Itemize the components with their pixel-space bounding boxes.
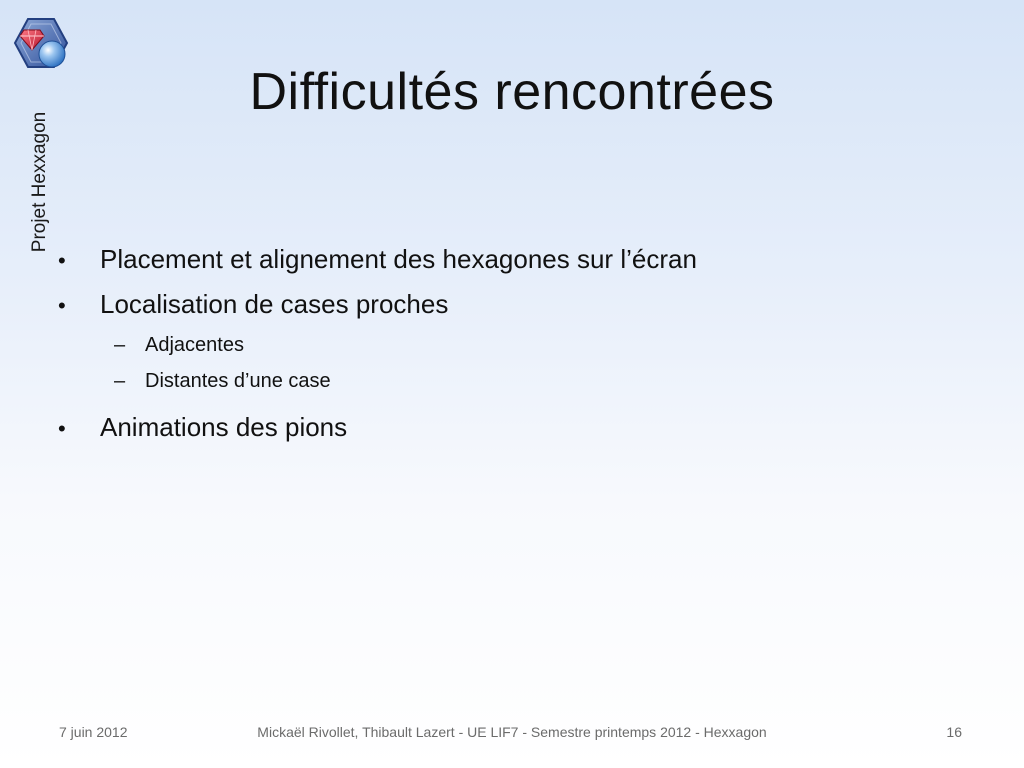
sub-bullet-text: Adjacentes xyxy=(145,334,244,356)
vertical-project-label: Projet Hexxagon xyxy=(29,111,50,253)
bullet-item xyxy=(58,412,958,457)
bullet-item xyxy=(58,289,958,334)
bullet-text: Placement et alignement des hexagones sur l’écran xyxy=(100,244,697,274)
footer-date: 7 juin 2012 xyxy=(59,724,128,740)
footer-authors: Mickaël Rivollet, Thibault Lazert - UE LIF7 - Semestre printemps 2012 - Hexxagon xyxy=(257,724,767,740)
bullet-text: Localisation de cases proches xyxy=(100,289,449,319)
bullet-marker: • xyxy=(58,416,66,441)
bullet-marker: • xyxy=(58,293,66,318)
sub-bullet-text: Distantes d’une case xyxy=(145,370,331,392)
sub-bullet-marker: – xyxy=(114,334,126,356)
bullet-list xyxy=(58,244,958,457)
sub-bullet-item xyxy=(114,370,958,406)
page-number: 16 xyxy=(946,724,962,740)
bullet-item xyxy=(58,244,958,289)
slide-title: Difficultés rencontrées xyxy=(249,63,775,121)
sub-bullet-item xyxy=(114,334,958,370)
bullet-text: Animations des pions xyxy=(100,412,348,442)
sub-bullet-marker: – xyxy=(114,370,126,392)
bullet-marker: • xyxy=(58,248,66,273)
